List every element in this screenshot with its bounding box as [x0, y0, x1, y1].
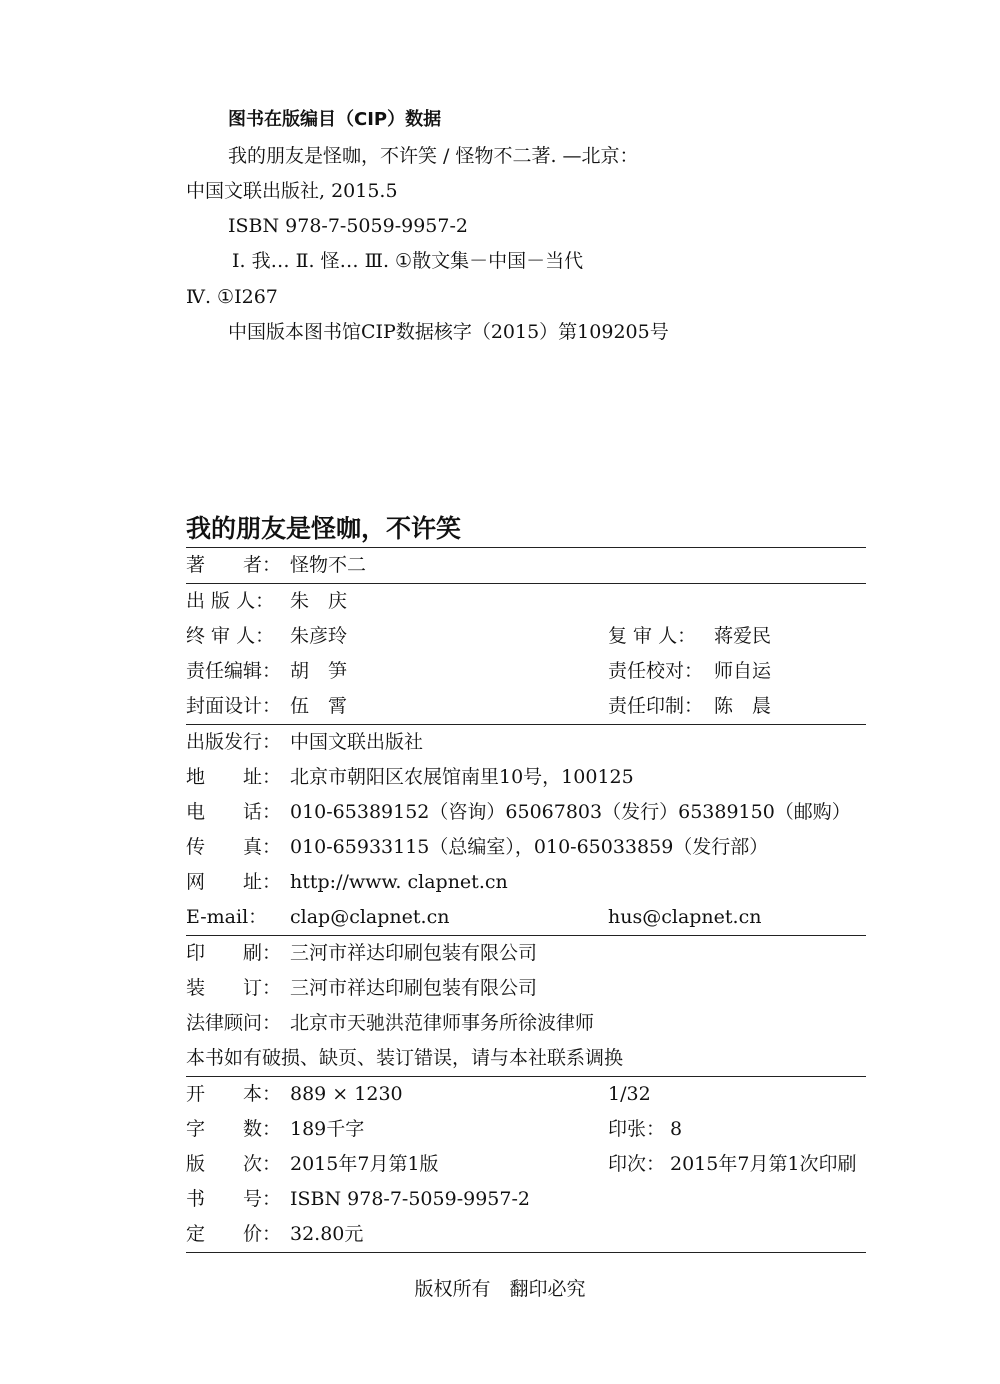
impression-label: 印次： [608, 1153, 666, 1175]
row-phone [186, 795, 866, 830]
author-label: 著 者： [186, 554, 282, 576]
final-reviewer-value: 朱彦玲 [290, 625, 348, 647]
proofreader-value: 师自运 [714, 660, 772, 682]
second-reviewer-value: 蒋爱民 [714, 625, 772, 647]
distributor-label: 出版发行： [186, 731, 282, 753]
row-email [186, 900, 866, 935]
address-value: 北京市朝阳区农展馆南里10号，100125 [290, 766, 634, 788]
isbn-value: ISBN 978-7-5059-9957-2 [290, 1188, 530, 1210]
author-value: 怪物不二 [290, 554, 367, 576]
cip-record: 中国版本图书馆CIP数据核字（2015）第109205号 [228, 321, 669, 343]
second-reviewer-label: 复 审 人： [608, 625, 697, 647]
isbn-label: 书 号： [186, 1188, 282, 1210]
phone-label: 电 话： [186, 801, 282, 823]
format-value: 889 × 1230 [290, 1083, 403, 1105]
row-publisher-person [186, 584, 866, 619]
section-printing [186, 935, 866, 1076]
format-label: 开 本： [186, 1083, 282, 1105]
edition-value: 2015年7月第1版 [290, 1153, 439, 1175]
price-label: 定 价： [186, 1223, 282, 1245]
sheets-value: 8 [670, 1118, 683, 1140]
cip-classification-2: Ⅳ. ①I267 [186, 286, 278, 308]
row-distributor [186, 725, 866, 760]
row-author [186, 548, 866, 583]
fax-value: 010-65933115（总编室），010-65033859（发行部） [290, 836, 769, 858]
row-edition [186, 1147, 866, 1182]
row-website [186, 865, 866, 900]
print-manager-label: 责任印制： [608, 695, 704, 717]
section-specs [186, 1076, 866, 1253]
printer-value: 三河市祥达印刷包装有限公司 [290, 942, 538, 964]
cover-label: 封面设计： [186, 695, 282, 717]
website-label: 网 址： [186, 871, 282, 893]
row-notice [186, 1041, 866, 1076]
copyright-notice: 版权所有 翻印必究 [414, 1278, 586, 1300]
row-fax [186, 830, 866, 865]
section-distribution [186, 724, 866, 935]
row-legal [186, 1006, 866, 1041]
impression-value: 2015年7月第1次印刷 [670, 1153, 857, 1175]
format-value-2: 1/32 [608, 1083, 651, 1105]
section-author [186, 547, 866, 583]
row-address [186, 760, 866, 795]
printer-label: 印 刷： [186, 942, 282, 964]
row-cover [186, 689, 866, 724]
website-value: http://www. clapnet.cn [290, 871, 508, 893]
words-value: 189千字 [290, 1118, 365, 1140]
print-manager-value: 陈 晨 [714, 695, 772, 717]
final-reviewer-label: 终 审 人： [186, 625, 275, 647]
row-isbn [186, 1182, 866, 1217]
editor-label: 责任编辑： [186, 660, 282, 682]
cip-classification: Ⅰ. 我… Ⅱ. 怪… Ⅲ. ①散文集－中国－当代 [232, 250, 584, 272]
cip-line-1: 我的朋友是怪咖，不许笑 / 怪物不二著. —北京： [228, 145, 639, 167]
cip-title: 图书在版编目（CIP）数据 [228, 109, 442, 130]
words-label: 字 数： [186, 1118, 282, 1140]
row-words [186, 1112, 866, 1147]
cip-isbn: ISBN 978-7-5059-9957-2 [228, 215, 468, 237]
price-value: 32.80元 [290, 1223, 364, 1245]
fax-label: 传 真： [186, 836, 282, 858]
row-format [186, 1077, 866, 1112]
sheets-label: 印张： [608, 1118, 666, 1140]
email-value-1: clap@clapnet.cn [290, 906, 450, 928]
row-editor [186, 654, 866, 689]
row-reviewers [186, 619, 866, 654]
legal-value: 北京市天驰洪范律师事务所徐波律师 [290, 1012, 595, 1034]
cip-line-2: 中国文联出版社, 2015.5 [186, 180, 398, 202]
editor-value: 胡 笋 [290, 660, 348, 682]
row-printer [186, 936, 866, 971]
publisher-person-value: 朱 庆 [290, 590, 348, 612]
proofreader-label: 责任校对： [608, 660, 704, 682]
publisher-person-label: 出 版 人： [186, 590, 275, 612]
address-label: 地 址： [186, 766, 282, 788]
cover-value: 伍 霄 [290, 695, 348, 717]
copyright-info [186, 547, 866, 1253]
edition-label: 版 次： [186, 1153, 282, 1175]
binder-label: 装 订： [186, 977, 282, 999]
phone-value: 010-65389152（咨询）65067803（发行）65389150（邮购） [290, 801, 851, 823]
email-value-2: hus@clapnet.cn [608, 906, 762, 928]
binder-value: 三河市祥达印刷包装有限公司 [290, 977, 538, 999]
section-staff [186, 583, 866, 724]
legal-label: 法律顾问： [186, 1012, 282, 1034]
row-price [186, 1217, 866, 1252]
notice-text: 本书如有破损、缺页、装订错误，请与本社联系调换 [186, 1047, 624, 1069]
distributor-value: 中国文联出版社 [290, 731, 424, 753]
row-binder [186, 971, 866, 1006]
email-label: E-mail： [186, 906, 268, 928]
book-title: 我的朋友是怪咖，不许笑 [186, 514, 462, 543]
